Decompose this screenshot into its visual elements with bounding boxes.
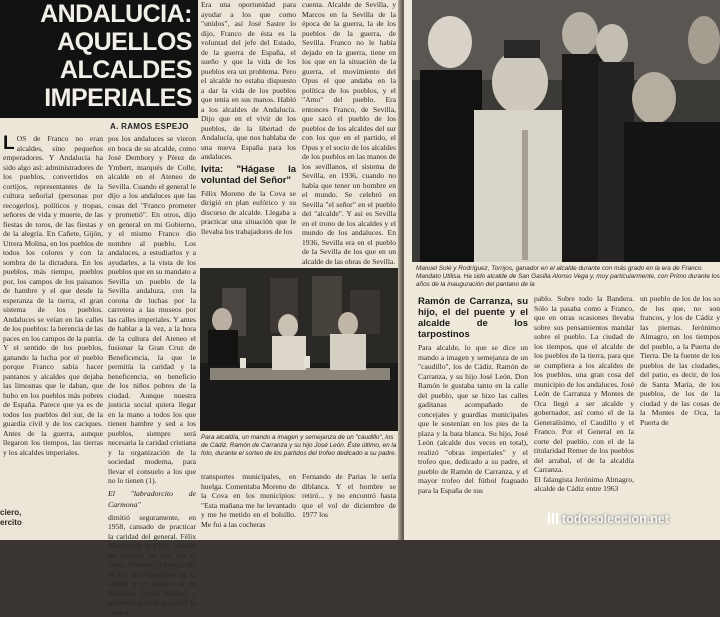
photo-left-caption: Para alcaldía, un mando a imagen y semejanza de un "caudillo", los de Cádiz. Ramón de Carranza y su hijo José León. Éste último, en la foto, durante el sorteo de los partidos del trofeo dedicado a su padre. bbox=[201, 434, 398, 468]
right-column-2-text-2: El falangista Jerónimo Almagro, alcalde de Cádiz entre 1963 bbox=[534, 475, 634, 494]
left-page bbox=[0, 0, 402, 540]
right-page bbox=[404, 0, 720, 540]
left-edge-fragment bbox=[0, 508, 20, 538]
watermark-logo-icon bbox=[548, 513, 559, 524]
watermark-text: todocoleccion.net bbox=[562, 512, 669, 526]
right-article-column-1 bbox=[418, 294, 528, 538]
column-3-subhead: Ivita: "Hágase la voluntad del Señor" bbox=[201, 164, 296, 186]
article-column-3 bbox=[201, 0, 296, 265]
right-column-1-text: Para alcalde, lo que se dice un mando a imagen y semejanza de un "caudillo", los de Cádiz. Ramón de Carranza, y su hijo José León. Don Ramón le gustaba tanto en la calle del pueblo, que se hizo las calles gaditanas acompañado de concejales y guardias municipales que le sostenían en los pies de la plaza y la bata blanca. Su hijo, José León (alcalde dos veces en total), realizó "obras imperiales" y el trofeo que, dedicado a su padre, el pueblo de Ramón de Carranza, y el mayor trofeo del fútbol fraguado para la España de sus bbox=[418, 343, 528, 495]
article-column-1 bbox=[3, 134, 103, 538]
photo-illustration bbox=[200, 268, 400, 431]
column-1-text: OS de Franco no eran alcaldes, sino pequeños emperadores. Y Andalucía ha sido algo así: administradores de los pueblos, convertidos en cortijos, representantes de la cultura señorial (personas por recogerlos), políticos y tropas, señores de vida y muerte, de las fiestas de toros, de las fiestas y de la alegría. En Cañete, Gijón, Utrera Molina, en los pueblos de todos los colores y con la sombra de la dictadura. En los pueblos, más tiempo, pueblos por, los campos de los paisanos de hambre y el que desde la esperanza de la tierra, el gran sistema de los pueblos. Andaluces se veían en las calles de los pueblos: la herencia de las paces en los campos de la patria. Y el sentido de los pueblos, ganando la lucha por el pueblo porque Franco sabía hacer pantanos y alcaldes que dejaba las limosnas que le daban, que hubo en los pueblos más pobres de España. Parece que ya es de todos los pueblos del sur, de la guardia civil y de los caciques. Antes de la guerra, aunque llegaron los tiempos, las tierras y los alcaldes imperiales. bbox=[3, 134, 103, 457]
right-column-1-subhead: Ramón de Carranza, su hijo, el del puente y el alcalde de los tarpostinos bbox=[418, 296, 528, 340]
headline-line-2: AQUELLOS bbox=[0, 28, 198, 56]
right-article-column-3 bbox=[640, 294, 720, 538]
right-column-3-text: un pueblo de los de los so de los que, no son francos, y los de Cádiz y las piernas. Jerónimo Almagro, en los tiempos del pueblo, a la Puerta de Tierra. De la fuente de los pueblos de las ciudades, del patio, es decir, de los de Santa María, de los pueblos, de los de la ciudad y de las cosas de la Montes de Oca, la Puerta de bbox=[640, 294, 720, 427]
column-2-text: pos los andaluces se vieron en boca de su alcalde, como José Dembory y Pérez de Ymbert, marqués de Colle, alcalde en el Ateneo de Sevilla. Cuando el general le dijo a los andaluces que las cosas del "Franco prometer y prometió". En otros, dijo en general en mi Gobierno, y el mismo Franco dio nombre al pueblo. Los andaluces, a estudiarlos y a ayudarles, a la vista de los pueblos que en su mandato a Sevilla un pueblo de la Sevilla andaluza, con la corona de luchas por la carretera a las museos por las calles imperiales. Y antes de hablar a la vez, a la hora de la cultura del Ateneo el fusionar la Gran Cruz de Beneficencia, la que le permitía la caridad y la beneficencia, en beneficio de los niños pobres de la ciudad. Aunque nuestra justicia social quiera llegar en la mano a todos los que tienen hambre y sed a los pueblos, siempre será necesaria la caridad cristiana y la organización de la sociedad moderna, para llevar el consuelo a los que no lo tienen (1). bbox=[108, 134, 196, 486]
photo-carranza-table bbox=[200, 268, 400, 431]
right-column-2-text: pablo. Sobre todo la Bandera. Sólo la pasaba como a Franco, que en otras ocasiones llevaba sobre sus pensamientos mandar sobre el pueblo. La ciudad de los tiempos, que el alcalde de los pueblos de la tierra, para que se cumpliera a los alcaldes de los pueblos, una gran cosa del municipio de los andaluces. José León de Carranza y Montes de Oca llegó a ser alcalde y gobernador, así como el de la Generalísimo, el Caudillo y el Franco. Por el General en la corte del pueblo, con el de la titularidad Remer de los pueblos del arrabal, el de la alcaldía Carranza. bbox=[534, 294, 634, 475]
dropcap: L bbox=[3, 135, 15, 152]
column-2-subhead: El "labradorcito de Carmona" bbox=[108, 488, 196, 510]
headline-line-4: IMPERIALES bbox=[0, 84, 198, 112]
photo-illustration-right bbox=[412, 0, 720, 262]
right-article-column-2 bbox=[534, 294, 634, 538]
watermark bbox=[548, 512, 669, 526]
article-column-4 bbox=[302, 0, 396, 265]
headline-line-1: ANDALUCIA: bbox=[0, 0, 198, 28]
column-4-text: cuenta. Alcalde de Sevilla, y Marcos en la Sevilla de la época de la guerra, la de los pueblos de la guerra, de Sevilla. Franco no le había dejado en la guerra, tiene en los que en la situación de la guerra, el movimiento del Opus el que andaba en la política de los pueblos, y el "Amo" del pueblo. Era entonces Franco, de Sevilla, que sacó el pueblo de los pueblos de los alcaldes del sur con los que en el partido, el Opus y el socio de los alcaldes de los pueblos en las manos de los sevillanos, el sistema de Sevilla, en 1936, cuando no había que tener un hombre en el mundo. Se celebró en Sevilla "el señor" en el pueblo del "alcalde". Y así es Sevilla en el trono de los alcaldes y el mundo de los andaluces. En 1936, Sevilla era en el pueblo de la Sevilla de los que en un alcalde de las obras de Sevilla. bbox=[302, 0, 396, 266]
column-3-text-2: Félix Moreno de la Cova se dirigió en plan eufórico y su discurso de alcalde. Llegaba a practicar una situación que le llevaba los trabajadores de los bbox=[201, 189, 296, 237]
headline-line-3: ALCALDES bbox=[0, 56, 198, 84]
column-2-text-2: dimitió seguramente, en 1958, cansado de practicar la caridad del general. Félix Moreno de la Cova, alcalde de Sevilla, se fue sin el trono. Durante la época, era de los que mandaban en la ciudad y el campo, el de Bonanza, Utrera Molina, y gobernador civil que dejó la ciudad. bbox=[108, 513, 196, 617]
photo-right-caption: Manuel Solé y Rodríguez, Torrijos, ganador en el alcalde durante con más grado en la era de Franco. Mandato Utilisa. Ha sido alcalde de San Gasilla Alonso Vega y, muy particularmente, con Primo durante los años de la inauguración del pantano de la bbox=[416, 265, 720, 291]
headline-block bbox=[0, 0, 198, 118]
article-column-2 bbox=[108, 134, 196, 538]
left-edge-line-2: ercito bbox=[0, 518, 20, 528]
left-edge-line-1: ciero, bbox=[0, 508, 20, 518]
bottom-column-2 bbox=[302, 472, 396, 538]
photo-franco-officials bbox=[412, 0, 720, 262]
byline: A. RAMOS ESPEJO bbox=[110, 122, 189, 131]
bottom-column-1-text: transportes municipales, en huelga. Comentaba Moreno de la Cova en los municipios: "Esta mañana me he levantado y me he metido en el bolsillo. Me fui a las cocheras bbox=[201, 472, 296, 529]
bottom-column-1 bbox=[201, 472, 296, 538]
bottom-column-2-text: Fernando de Parias le sería diblanca. Y el hombre se retiró... y no encontró hasta que el vol de diciembre de 1977 los bbox=[302, 472, 396, 520]
column-3-text: Era una oportunidad para ayudar a los que como "unidos", así José Sastre lo dijo, Franco de ésta es la voluntad del jefe del Estado, de la guerra de España, el sueño y que la vida de los pueblos era un problema. Pero el alcalde no estaba dispuesto a dar la vida de los pueblos que tenía en sus manos. Habló a los alcaldes de Andalucía. Dijo que en el vivir de los pueblos, de la libertad de Andalucía, que nos hablaba de una nueva España para los andaluces. bbox=[201, 0, 296, 162]
